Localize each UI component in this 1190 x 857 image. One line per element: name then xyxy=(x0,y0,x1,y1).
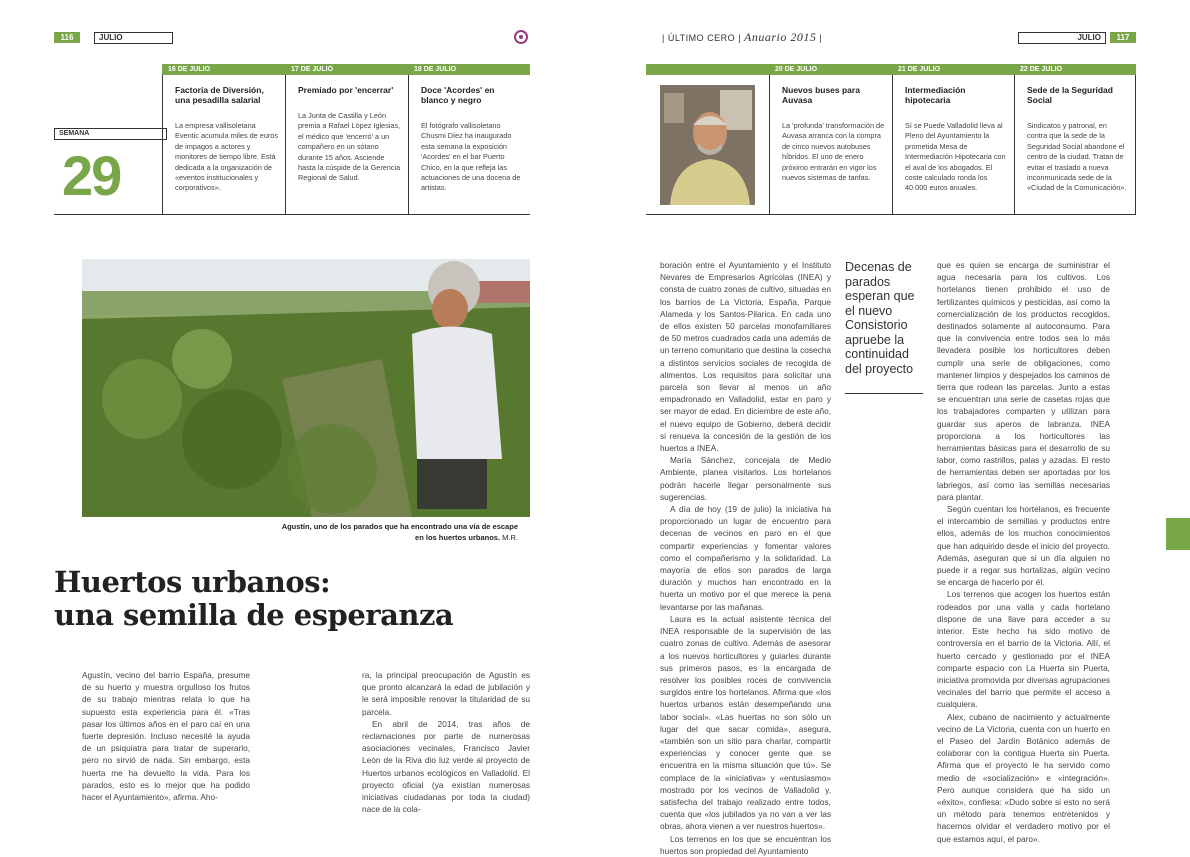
day-title: Premiado por 'encerrar' xyxy=(298,85,394,95)
day-body: El fotógrafo vallisoletano Chusmi Díez ha inaugurado esta semana la exposición 'Acordes' en el bar Puerto Chico, en la que refleja las actuaciones de una docena de artistas. xyxy=(421,121,521,193)
day-body: La 'profunda' transformación de Auvasa arranca con la compra de cinco nuevos autobuses híbridos. El uno de enero próximo entrarán en vigor los nuevos sistemas de tarifas. xyxy=(782,121,885,183)
day-column-20 xyxy=(769,75,892,215)
article-headline xyxy=(54,566,453,632)
paragraph: Los terrenos en los que se encuentran los huertos son propiedad del Ayuntamiento xyxy=(660,833,831,856)
day-column-18 xyxy=(408,75,530,215)
day-body: Sí se Puede Valladolid lleva al Pleno del Ayuntamiento la prometida Mesa de Intermediación Hipotecaria con el aval de los abogados. El coste calculado ronda los 40.000 euros anuales. xyxy=(905,121,1006,193)
day-date-18: 18 DE JULIO xyxy=(408,64,530,75)
left-page-number: 116 xyxy=(54,32,80,43)
article-column-3 xyxy=(660,259,831,857)
day-body: Sindicatos y patronal, en contra que la sede de la Seguridad Social abandone el centro de la ciudad. Tratan de evitar el traslado a nueva inconmunicada sede de la «Ciudad de la Comunicación». xyxy=(1027,121,1127,193)
day-body: La empresa vallisoletana Eventic acumula miles de euros de impagos a actores y monitores de tiempo libre. Está dedicada a la organización de «eventos institucionales y corporativos». xyxy=(175,121,279,193)
day-date-22: 22 DE JULIO xyxy=(1014,64,1136,75)
day-title: Sede de la Seguridad Social xyxy=(1027,85,1113,105)
right-month-label: JULIO xyxy=(1018,32,1106,44)
brand-issue: Anuario 2015 xyxy=(744,30,817,44)
day-title: Doce 'Acordes' en blanco y negro xyxy=(421,85,495,105)
day-date-16: 16 DE JULIO xyxy=(162,64,286,75)
paragraph: Alex, cubano de nacimiento y actualmente vecino de La Victoria, cuenta con un huerto en el Paseo del Jardín Botánico además de colaborar con la contigua Huerta sin Puerta. Afirma que el proyecto le ha servido como medio de «socialización» e «integración». Pero aunque considera que ha sido un «éxito», confiesa: «Dudo sobre si esto no será un método para tenemos entretenidos y hacernos olvidar el verdadero motivo por el que estamos aquí, el paro». xyxy=(937,711,1110,844)
paragraph: que es quien se encarga de suministrar el agua necesaria para los cultivos. Los hortelanos tienen prohibido el uso de fertilizantes químicos y pesticidas, así como la comercialización de los productos recogidos, destinados solamente al autoconsumo. Para que la convivencia entre todos sea lo más llevadera posible los horticultores deben cumplir una serie de obligaciones, como mantener limpios y despejados los caminos de tierra que rodean las parcelas. Junto a estas se encuentran una serie de casetas rojas que los trabajadores comparten y utilizan para guardar sus aperos de labranza. INEA proporciona a los horticultores las herramientas básicas para el desarrollo de su labor, como rastrillos, palas y azadas. El resto de herramientas deben ser aportadas por los labriegos, así como las semillas necesarias para plantar. xyxy=(937,260,1110,502)
magazine-logo-icon xyxy=(514,30,528,44)
paragraph: Los terrenos que acogen los huertos están rodeados por una valla y cada hortelano dispone de una llave para acceder a su interior. Este hecho ha sido motivo de controversia en el barrio de la Victoria. Allí, el huerto cercado y gestionado por el INEA comparte espacio con La Huerta sin Puerta, iniciativa promovida por diversas agrupaciones vecinales del barrio que permite el acceso a cualquiera. xyxy=(937,589,1110,710)
left-month-label: JULIO xyxy=(94,32,173,44)
paragraph: boración entre el Ayuntamiento y el Instituto Nevares de Empresarios Agrícolas (INEA) y consta de cuatro zonas de cultivo, situadas en los barrios de La Victoria, España, Parque Alameda y los Santos-Pilarica. En cada uno de ellos existen 50 parcelas monofamiliares de 50 metros cuadrados cada una además de un terreno comunitario que destina la cosecha a distintos servicios sociales de recogida de alimentos. Los requisitos para solicitar una parcela son llevar al menos un año empadronado en Valladolid, estar en paro y ser mayor de edad. En diciembre de este año, el nuevo equipo de Gobierno, deberá decidir si renueva la concesión de la gestión de los huertos a INEA. xyxy=(660,260,831,454)
paragraph: Según cuentan los hortelanos, es frecuente el intercambio de semillas y productos entre ellos, además de los muchos conocimientos que han adquirido desde el inicio del proyecto. Además, aseguran que si un día alguien no puede ir a regar sus hortalizas, algún vecino se encarga de hacerlo por él. xyxy=(937,504,1110,588)
day-body: La Junta de Castilla y León premia a Rafael López Iglesias, el médico que 'encerró' a un compañero en un sótano durante 15 años. Asciende hasta la cúspide de la Gerencia Regional de Salud. xyxy=(298,111,401,183)
garden-photo xyxy=(82,259,530,517)
paragraph: Agustín, vecino del barrio España, presume de su huerto y muestra orgulloso los frutos de su trabajo mientras relata lo que ha supuesto esta experiencia para él. «Tras pasar los últimos años en el paro caí en una fuerte depresión. Incluso necesité la ayuda de un psiquiatra para tratar de superarlo, pero no sirvió de nada. Sin embargo, esta huerta me ha devuelto la vida. Para los parados, esto es lo mejor que ha podido hacer el Ayuntamiento», afirma. Aho- xyxy=(82,670,250,803)
day-column-22 xyxy=(1014,75,1136,215)
day-title: Intermediación hipotecaria xyxy=(905,85,966,105)
article-column-1 xyxy=(82,669,250,803)
paragraph: A día de hoy (19 de julio) la iniciativa ha proporcionado un lugar de encuentro para decenas de vecinos en paro en el que compartir experiencias y fomentar valores como el compañerismo y la solidaridad. La mayoría de ellos son parados de larga duración y muchos han encontrado en la huerta un motivo por el que merece la pena levantarse por las mañanas. xyxy=(660,504,831,612)
caption-text: Agustín, uno de los parados que ha encontrado una vía de escape en los huertos urbanos. xyxy=(281,522,518,542)
day-title: Nuevos buses para Auvasa xyxy=(782,85,860,105)
day-title: Factoría de Diversión, una pesadilla salarial xyxy=(175,85,264,105)
headline-line-2: una semilla de esperanza xyxy=(54,598,454,632)
brand-name: ÚLTIMO CERO xyxy=(667,33,736,43)
day-date-17: 17 DE JULIO xyxy=(285,64,408,75)
portrait-header-bar xyxy=(646,64,769,75)
pull-quote-rule xyxy=(845,393,923,394)
day-column-16 xyxy=(162,75,286,215)
photo-credit: M.R. xyxy=(502,533,518,542)
brand-header: | ÚLTIMO CERO | Anuario 2015 | xyxy=(662,30,823,44)
paragraph: Laura es la actual asistente técnica del INEA responsable de la supervisión de las cuatro zonas de cultivo. Además de asesorar a los nuevos horticultores y guiarles durante sus primeros pasos, es la encargada de resolver los posibles roces de convivencia surgidos entre los hortelanos. Afirma que «los huertos urbanos están desempeñando una labor social». «Las huertas no son sólo un lugar del que sacar comida», asegura, «también son un sitio para charlar, compartir experiencias y conocer gente que se encuentra en la misma situación que tú». Se complace de la «iniciativa» y «entusiasmo» mostrado por los vecinos de Valladolid y, satisfecha del trabajo realizado entre todos, cuenta que «los jubilados ya no van a ver las obras, ahora vienen a ver nuestros huertos». xyxy=(660,613,831,832)
pull-quote: Decenas de parados esperan que el nuevo Consistorio apruebe la continuidad del proyecto xyxy=(845,260,915,376)
day-date-21: 21 DE JULIO xyxy=(892,64,1014,75)
photo-caption xyxy=(280,521,518,543)
portrait-illustration xyxy=(660,85,755,205)
day-column-21 xyxy=(892,75,1014,215)
headline-line-1: Huertos urbanos: xyxy=(54,565,331,599)
day-date-20: 20 DE JULIO xyxy=(769,64,892,75)
article-column-4 xyxy=(937,259,1110,845)
section-edge-tab xyxy=(1166,518,1190,550)
day-column-17 xyxy=(285,75,408,215)
garden-illustration xyxy=(82,259,530,517)
paragraph: En abril de 2014, tras años de reclamaciones por parte de numerosas asociaciones vecinales, Francisco Javier León de la Riva dio luz verde al proyecto de Huertos urbanos ecológicos en Valladolid. El proyecto oficial (ya existían numerosas iniciativas ciudadanas por toda la ciudad) nace de la cola- xyxy=(362,718,530,815)
right-page-number: 117 xyxy=(1110,32,1136,43)
paragraph: ra, la principal preocupación de Agustín es que pronto alcanzará la edad de jubilación y le será imposible renovar la titularidad de su parcela. xyxy=(362,670,530,717)
calendar-portrait-photo xyxy=(660,85,755,205)
week-number: 29 xyxy=(62,144,121,207)
paragraph: María Sánchez, concejala de Medio Ambiente, planea visitarlos. Los hortelanos podrán hacerle llegar personalmente sus sugerencias. xyxy=(660,455,831,502)
article-column-2 xyxy=(362,669,530,815)
week-label: SEMANA xyxy=(54,128,167,140)
